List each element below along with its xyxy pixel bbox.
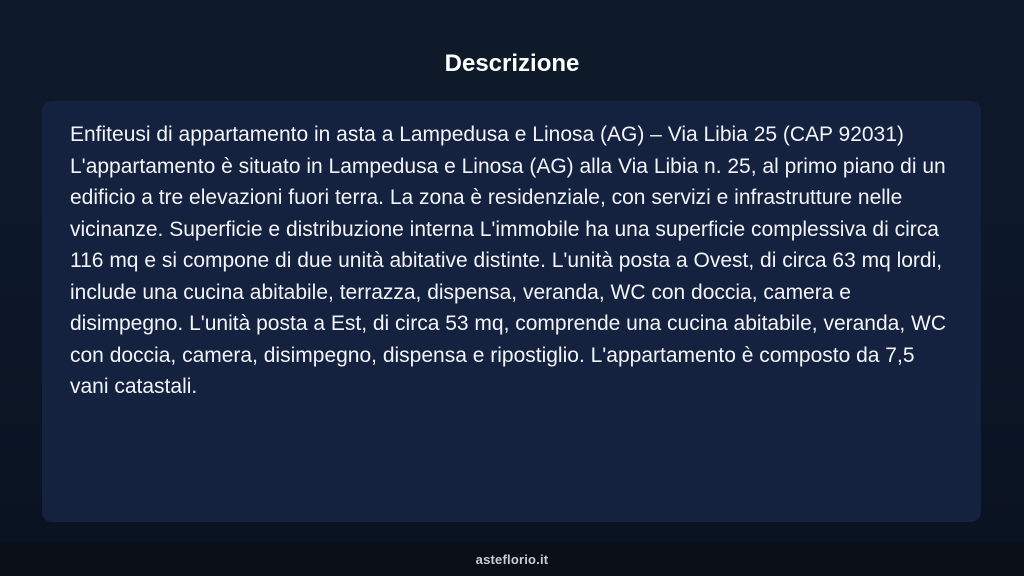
page-title: Descrizione bbox=[444, 50, 580, 77]
footer-brand: asteflorio.it bbox=[475, 552, 549, 567]
description-text: Enfiteusi di appartamento in asta a Lampedusa e Linosa (AG) – Via Libia 25 (CAP 92031) L'appartamento è situato in Lampedusa e Linosa (AG) alla Via Libia n. 25, al primo piano di un edificio a tre elevazioni fuori terra. La zona è residenziale, con servizi e infrastrutture nelle vicinanze. Superficie e distribuzione interna L'immobile ha una superficie complessiva di circa 116 mq e si compone di due unità abitative distinte. L'unità posta a Ovest, di circa 63 mq lordi, include una cucina abitabile, terrazza, dispensa, veranda, WC con doccia, camera e disimpegno. L'unità posta a Est, di circa 53 mq, comprende una cucina abitabile, veranda, WC con doccia, camera, disimpegno, dispensa e ripostiglio. L'appartamento è composto da 7,5 vani catastali. bbox=[70, 123, 946, 398]
footer-bar bbox=[0, 543, 1024, 576]
description-card bbox=[42, 101, 981, 522]
